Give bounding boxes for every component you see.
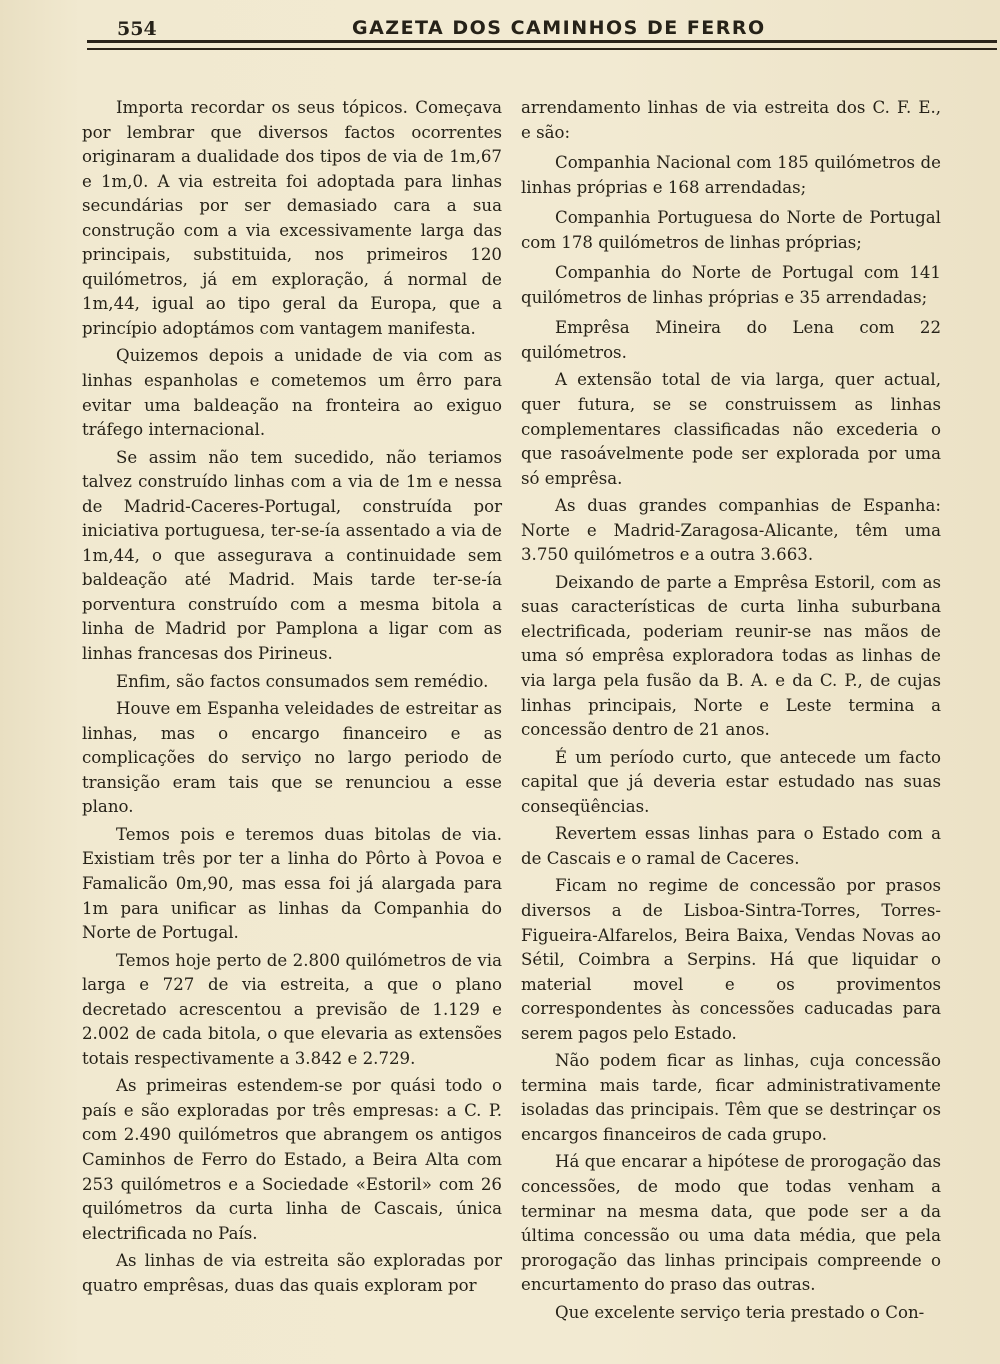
paragraph: As duas grandes companhias de Espanha: Norte e Madrid-Zaragosa-Alicante, têm uma 3.750 quilómetros e a outra 3.663. <box>521 496 941 565</box>
page-number: 554 <box>117 18 157 40</box>
company-list-item: Companhia Nacional com 185 quilómetros de linhas próprias e 168 arrendadas; <box>521 153 941 197</box>
paragraph: Quizemos depois a unidade de via com as linhas espanholas e cometemos um êrro para evitar uma baldeação na fronteira ao exiguo tráfego internacional. <box>82 346 502 440</box>
journal-title: GAZETA DOS CAMINHOS DE FERRO <box>352 17 766 39</box>
paragraph: Que excelente serviço teria prestado o Con- <box>555 1302 925 1322</box>
paragraph: As primeiras estendem-se por quási todo o país e são exploradas por três empresas: a C. P. com 2.490 quilómetros que abrangem os antigos Caminhos de Ferro do Estado, a Beira Alta com 253 quilómetros e a Sociedade «Estoril» com 26 quilómetros da curta linha de Cascais, única electrificada no País. <box>82 1076 502 1243</box>
paragraph: É um período curto, que antecede um facto capital que já deveria estar estudado nas suas conseqüências. <box>521 747 941 816</box>
left-column <box>82 96 502 1298</box>
paragraph: Se assim não tem sucedido, não teriamos talvez construído linhas com a via de 1m e nessa de Madrid-Caceres-Portugal, construída por iniciativa portuguesa, ter-se-ía assentado a via de 1m,44, o que assegurava a continuidade sem baldeação até Madrid. Mais tarde ter-se-ía porventura construído com a mesma bitola a linha de Madrid por Pamplona a ligar com as linhas francesas dos Pirineus. <box>82 447 502 664</box>
paragraph: Deixando de parte a Emprêsa Estoril, com as suas características de curta linha suburbana electrificada, poderiam reunir-se nas mãos de uma só emprêsa exploradora todas as linhas de via larga pela fusão da B. A. e da C. P., de cujas linhas principais, Norte e Leste termina a concessão dentro de 21 anos. <box>521 572 941 740</box>
paragraph: A extensão total de via larga, quer actual, quer futura, se se construissem as linhas complementares classificadas não excederia o que rasoávelmente pode ser explorada por uma só emprêsa. <box>521 370 941 488</box>
company-list-item: Companhia do Norte de Portugal com 141 quilómetros de linhas próprias e 35 arrendadas; <box>521 263 941 307</box>
paragraph: Temos hoje perto de 2.800 quilómetros de via larga e 727 de via estreita, a que o plano decretado acrescentou a previsão de 1.129 e 2.002 de cada bitola, o que elevaria as extensões totais respectivamente a 3.842 e 2.729. <box>82 950 502 1068</box>
paragraph: Não podem ficar as linhas, cuja concessão termina mais tarde, ficar administrativamente isoladas das principais. Têm que se destrinçar os encargos financeiros de cada grupo. <box>521 1051 941 1144</box>
paragraph: arrendamento linhas de via estreita dos C. F. E., e são: <box>521 98 941 142</box>
header-rule <box>87 40 997 50</box>
paragraph: Ficam no regime de concessão por prasos diversos a de Lisboa-Sintra-Torres, Torres-Figueira-Alfarelos, Beira Baixa, Vendas Novas ao Sétil, Coimbra a Serpins. Há que liquidar o material movel e os provimentos correspondentes às concessões caducadas para serem pagos pelo Estado. <box>521 876 941 1043</box>
right-column <box>521 96 941 1325</box>
company-list-item: Companhia Portuguesa do Norte de Portugal com 178 quilómetros de linhas próprias; <box>521 208 941 252</box>
paragraph: As linhas de via estreita são exploradas por quatro emprêsas, duas das quais exploram por <box>82 1251 502 1295</box>
paragraph: Revertem essas linhas para o Estado com a de Cascais e o ramal de Caceres. <box>521 824 941 868</box>
paragraph: Temos pois e teremos duas bitolas de via. Existiam três por ter a linha do Pôrto à Povoa e Famalicão 0m,90, mas essa foi já alargada para 1m para unificar as linhas da Companhia do Norte de Portugal. <box>82 824 502 943</box>
paragraph: Há que encarar a hipótese de prorogação das concessões, de modo que todas venham a terminar na mesma data, que pode ser a da última concessão ou uma data média, que pela prorogação das linhas principais compreende o encurtamento do praso das outras. <box>521 1152 941 1295</box>
paragraph: Importa recordar os seus tópicos. Começava por lembrar que diversos factos ocorrentes originaram a dualidade dos tipos de via de 1m,67 e 1m,0. A via estreita foi adoptada para linhas secundárias por ser demasiado cara a sua construção com a via excessivamente larga das principais, substituida, nos primeiros 120 quilómetros, já em exploração, á normal de 1m,44, igual ao tipo geral da Europa, que a princípio adoptámos com vantagem manifesta. <box>82 98 502 338</box>
paragraph: Enfim, são factos consumados sem remédio. <box>116 671 489 691</box>
company-list-item: Emprêsa Mineira do Lena com 22 quilómetros. <box>521 318 941 362</box>
paragraph: Houve em Espanha veleidades de estreitar as linhas, mas o encargo financeiro e as complicações do serviço no largo periodo de transição eram tais que se renunciou a esse plano. <box>82 699 502 817</box>
